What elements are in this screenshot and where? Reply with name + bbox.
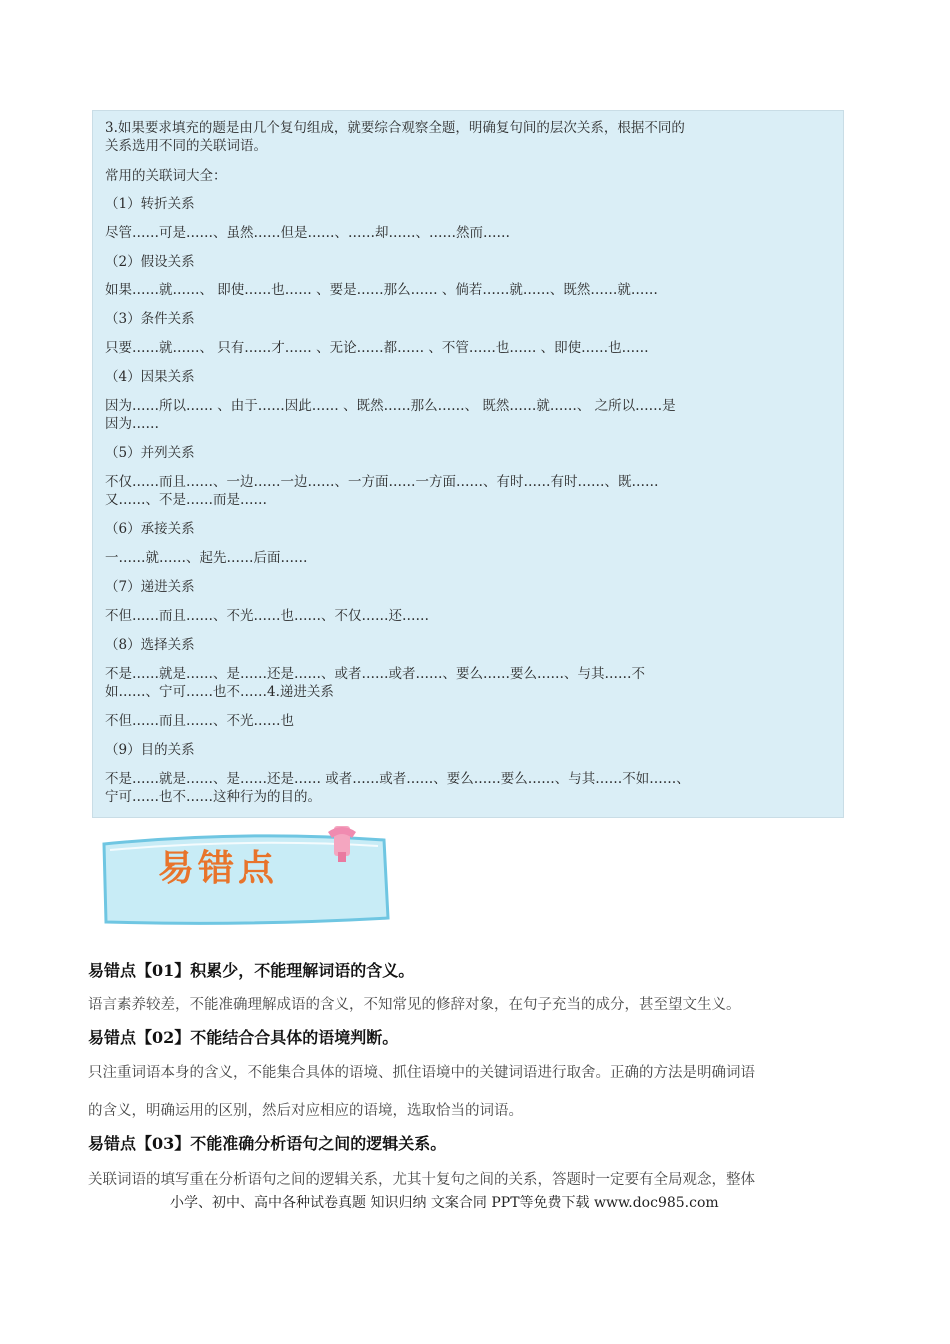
box-line: 不是……就是……、是……还是…… 或者……或者……、要么……要么……、与其……不如……、 [105,771,690,787]
box-line: 因为…… [105,416,159,432]
box-line: 3.如果要求填充的题是由几个复句组成，就要综合观察全题，明确复句间的层次关系，根据不同的 [105,120,685,136]
box-line: 不仅……而且……、一边……一边……、一方面……一方面……、有时……有时……、既…… [105,474,659,490]
box-line: （8）选择关系 [105,637,195,653]
box-line: 尽管……可是……、虽然……但是……、……却……、……然而…… [105,225,510,241]
mistake-heading-01: 易错点【01】积累少，不能理解词语的含义。 [88,961,415,980]
box-line: 不但……而且……、不光……也 [105,713,294,729]
box-line: 常用的关联词大全： [105,168,227,184]
box-line: （1）转折关系 [105,196,195,212]
page-footer: 小学、初中、高中各种试卷真题 知识归纳 文案合同 PPT等免费下载 www.doc985.com [170,1195,719,1211]
banner-title: 易错点 [158,848,279,889]
mistake-heading-03: 易错点【03】不能准确分析语句之间的逻辑关系。 [88,1134,447,1153]
box-line: （6）承接关系 [105,521,195,537]
box-line: （7）递进关系 [105,579,195,595]
box-line: （4）因果关系 [105,369,195,385]
mistake-heading-02: 易错点【02】不能结合合具体的语境判断。 [88,1028,399,1047]
tips-box [92,110,844,818]
mistake-paragraph: 只注重词语本身的含义，不能集合具体的语境、抓住语境中的关键词语进行取舍。正确的方法是明确词语 [88,1065,755,1081]
mistake-paragraph: 的含义，明确运用的区别，然后对应相应的语境，选取恰当的词语。 [88,1103,523,1119]
box-line: 如……、宁可……也不……4.递进关系 [105,684,334,700]
box-line: （9）目的关系 [105,742,195,758]
box-line: 只要……就……、 只有……才…… 、无论……都…… 、不管……也…… 、即使……也…… [105,340,649,356]
box-line: （3）条件关系 [105,311,195,327]
box-line: 不是……就是……、是……还是……、或者……或者……、要么……要么……、与其……不 [105,666,645,682]
mistake-paragraph: 关联词语的填写重在分析语句之间的逻辑关系，尤其十复句之间的关系，答题时一定要有全局观念，整体 [88,1172,755,1188]
section-banner [96,826,396,930]
box-line: （5）并列关系 [105,445,195,461]
box-line: 不但……而且……、不光……也……、不仅……还…… [105,608,429,624]
box-line: 又……、不是……而是…… [105,492,267,508]
mistake-paragraph: 语言素养较差，不能准确理解成语的含义，不知常见的修辞对象，在句子充当的成分，甚至望文生义。 [88,997,741,1013]
box-line: 一……就……、起先……后面…… [105,550,308,566]
box-line: 关系选用不同的关联词语。 [105,138,267,154]
box-line: （2）假设关系 [105,254,195,270]
box-line: 宁可……也不……这种行为的目的。 [105,789,321,805]
box-line: 如果……就……、 即使……也…… 、要是……那么…… 、倘若……就……、既然……就…… [105,282,658,298]
box-line: 因为……所以…… 、由于……因此…… 、既然……那么……、 既然……就……、 之所以……是 [105,398,676,414]
